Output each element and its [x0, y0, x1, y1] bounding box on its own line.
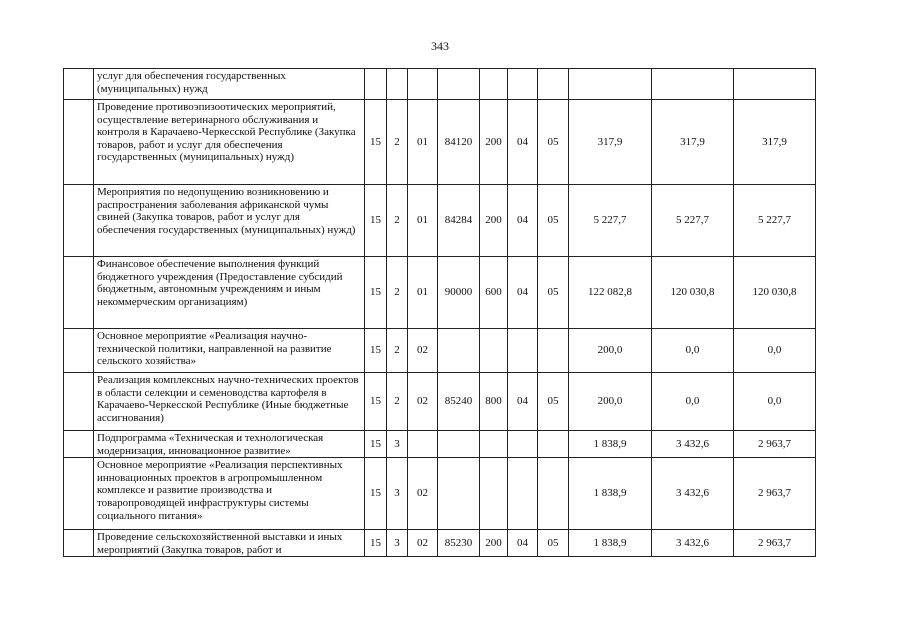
- table-row: [64, 185, 816, 257]
- code-cell-c4: [438, 69, 480, 100]
- amount-cell-v2: 3 432,6: [652, 530, 734, 557]
- code-cell-c7: [538, 431, 569, 458]
- amount-cell-v1: 5 227,7: [569, 185, 652, 257]
- amount-cell-v2: 120 030,8: [652, 257, 734, 329]
- description-cell: Реализация комплексных научно-технических проектов в области селекции и семеноводства картофеля в Карачаево-Черкесской Республике (Иные бюджетные ассигнования): [94, 373, 365, 431]
- amount-cell-v3: [734, 69, 816, 100]
- code-cell-c2: 3: [387, 458, 408, 530]
- code-cell-c7: [538, 69, 569, 100]
- code-cell-c3: 02: [408, 458, 438, 530]
- row-number-cell: [64, 458, 94, 530]
- amount-cell-v2: 0,0: [652, 373, 734, 431]
- row-number-cell: [64, 530, 94, 557]
- code-cell-c1: 15: [365, 530, 387, 557]
- budget-table: [63, 68, 816, 557]
- row-number-cell: [64, 431, 94, 458]
- code-cell-c5: [480, 329, 508, 373]
- code-cell-c2: 2: [387, 100, 408, 185]
- code-cell-c2: 3: [387, 530, 408, 557]
- code-cell-c6: 04: [508, 100, 538, 185]
- code-cell-c3: 01: [408, 257, 438, 329]
- amount-cell-v2: 3 432,6: [652, 458, 734, 530]
- code-cell-c6: [508, 329, 538, 373]
- code-cell-c3: 01: [408, 185, 438, 257]
- code-cell-c7: [538, 329, 569, 373]
- amount-cell-v2: 3 432,6: [652, 431, 734, 458]
- code-cell-c1: 15: [365, 373, 387, 431]
- amount-cell-v1: 317,9: [569, 100, 652, 185]
- amount-cell-v3: 2 963,7: [734, 431, 816, 458]
- amount-cell-v3: 317,9: [734, 100, 816, 185]
- row-number-cell: [64, 69, 94, 100]
- code-cell-c5: 200: [480, 100, 508, 185]
- description-cell: Подпрограмма «Техническая и технологическая модернизация, инновационное развитие»: [94, 431, 365, 458]
- code-cell-c7: 05: [538, 100, 569, 185]
- code-cell-c2: 2: [387, 185, 408, 257]
- row-number-cell: [64, 185, 94, 257]
- amount-cell-v3: 5 227,7: [734, 185, 816, 257]
- code-cell-c5: [480, 458, 508, 530]
- code-cell-c2: 3: [387, 431, 408, 458]
- code-cell-c2: 2: [387, 373, 408, 431]
- page-number: 343: [431, 39, 449, 53]
- code-cell-c3: 02: [408, 530, 438, 557]
- code-cell-c1: 15: [365, 458, 387, 530]
- amount-cell-v2: 0,0: [652, 329, 734, 373]
- amount-cell-v1: 200,0: [569, 373, 652, 431]
- amount-cell-v1: 200,0: [569, 329, 652, 373]
- code-cell-c4: 85230: [438, 530, 480, 557]
- code-cell-c6: 04: [508, 373, 538, 431]
- code-cell-c3: 01: [408, 100, 438, 185]
- code-cell-c2: [387, 69, 408, 100]
- code-cell-c2: 2: [387, 329, 408, 373]
- row-number-cell: [64, 100, 94, 185]
- code-cell-c6: [508, 458, 538, 530]
- amount-cell-v2: 317,9: [652, 100, 734, 185]
- code-cell-c7: [538, 458, 569, 530]
- code-cell-c7: 05: [538, 257, 569, 329]
- code-cell-c2: 2: [387, 257, 408, 329]
- table-row: [64, 373, 816, 431]
- amount-cell-v2: 5 227,7: [652, 185, 734, 257]
- description-cell: услуг для обеспечения государственных (муниципальных) нужд: [94, 69, 365, 100]
- amount-cell-v3: 2 963,7: [734, 530, 816, 557]
- code-cell-c6: [508, 69, 538, 100]
- code-cell-c4: [438, 329, 480, 373]
- table-row: [64, 257, 816, 329]
- code-cell-c5: 800: [480, 373, 508, 431]
- code-cell-c1: [365, 69, 387, 100]
- code-cell-c3: 02: [408, 329, 438, 373]
- code-cell-c5: 200: [480, 185, 508, 257]
- row-number-cell: [64, 329, 94, 373]
- code-cell-c1: 15: [365, 329, 387, 373]
- code-cell-c5: 200: [480, 530, 508, 557]
- code-cell-c6: 04: [508, 185, 538, 257]
- code-cell-c5: [480, 431, 508, 458]
- code-cell-c3: [408, 69, 438, 100]
- description-cell: Основное мероприятие «Реализация перспективных инновационных проектов в агропромышленном комплексе и развитие производства и товаропроводящей инфраструктуры системы социального питания»: [94, 458, 365, 530]
- code-cell-c7: 05: [538, 185, 569, 257]
- code-cell-c1: 15: [365, 100, 387, 185]
- description-cell: Основное мероприятие «Реализация научно-технической политики, направленной на развитие сельского хозяйства»: [94, 329, 365, 373]
- code-cell-c7: 05: [538, 373, 569, 431]
- code-cell-c7: 05: [538, 530, 569, 557]
- code-cell-c4: 84120: [438, 100, 480, 185]
- amount-cell-v3: 120 030,8: [734, 257, 816, 329]
- description-cell: Финансовое обеспечение выполнения функций бюджетного учреждения (Предоставление субсидий бюджетным, автономным учреждениям и иным некоммерческим организациям): [94, 257, 365, 329]
- amount-cell-v1: 1 838,9: [569, 458, 652, 530]
- code-cell-c3: 02: [408, 373, 438, 431]
- code-cell-c4: [438, 431, 480, 458]
- amount-cell-v1: 1 838,9: [569, 431, 652, 458]
- row-number-cell: [64, 257, 94, 329]
- table-row: [64, 458, 816, 530]
- row-number-cell: [64, 373, 94, 431]
- code-cell-c6: 04: [508, 530, 538, 557]
- code-cell-c4: 85240: [438, 373, 480, 431]
- code-cell-c6: 04: [508, 257, 538, 329]
- code-cell-c6: [508, 431, 538, 458]
- code-cell-c4: 90000: [438, 257, 480, 329]
- description-cell: Проведение противоэпизоотических мероприятий, осуществление ветеринарного обслуживания и контроля в Карачаево-Черкесской Республике (Закупка товаров, работ и услуг для обеспечения государственных (муниципальных) нужд): [94, 100, 365, 185]
- table-row: [64, 329, 816, 373]
- table-row: [64, 100, 816, 185]
- table-row: [64, 530, 816, 557]
- description-cell: Проведение сельскохозяйственной выставки и иных мероприятий (Закупка товаров, работ и: [94, 530, 365, 557]
- code-cell-c1: 15: [365, 185, 387, 257]
- amount-cell-v1: [569, 69, 652, 100]
- code-cell-c1: 15: [365, 257, 387, 329]
- amount-cell-v1: 122 082,8: [569, 257, 652, 329]
- description-cell: Мероприятия по недопущению возникновению и распространения заболевания африканской чумы свиней (Закупка товаров, работ и услуг для обеспечения государственных (муниципальных) нужд): [94, 185, 365, 257]
- code-cell-c1: 15: [365, 431, 387, 458]
- code-cell-c4: 84284: [438, 185, 480, 257]
- table-row: [64, 431, 816, 458]
- code-cell-c4: [438, 458, 480, 530]
- amount-cell-v3: 0,0: [734, 373, 816, 431]
- amount-cell-v3: 2 963,7: [734, 458, 816, 530]
- code-cell-c5: 600: [480, 257, 508, 329]
- table-row: [64, 69, 816, 100]
- code-cell-c3: [408, 431, 438, 458]
- amount-cell-v2: [652, 69, 734, 100]
- code-cell-c5: [480, 69, 508, 100]
- amount-cell-v3: 0,0: [734, 329, 816, 373]
- amount-cell-v1: 1 838,9: [569, 530, 652, 557]
